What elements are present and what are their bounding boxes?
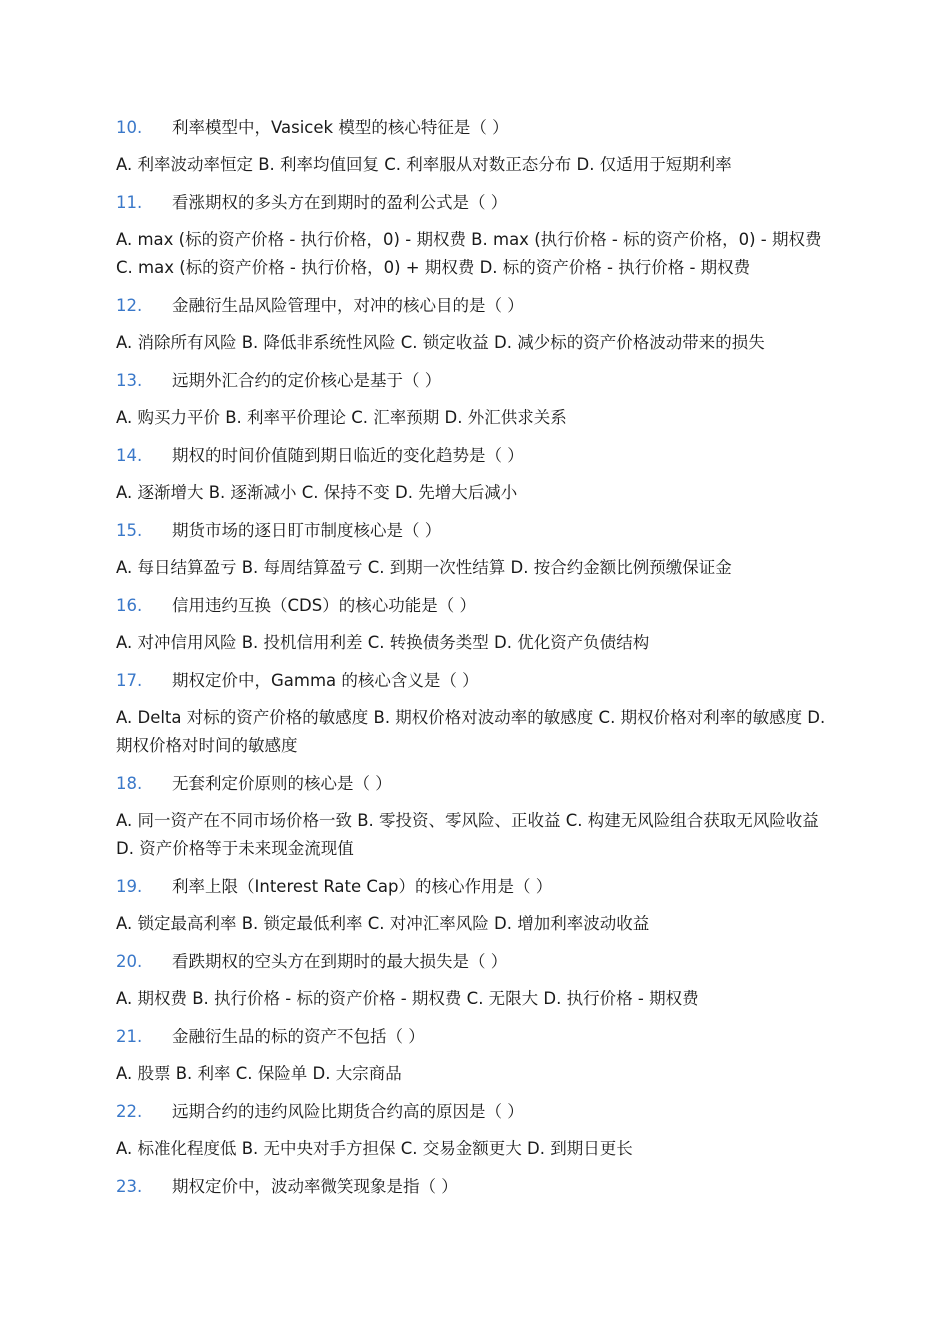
- question-stem: [116, 1173, 840, 1200]
- question-stem: [116, 114, 840, 141]
- question-list: [116, 114, 840, 1200]
- question-stem: [116, 770, 840, 797]
- question-text: 利率上限（Interest Rate Cap）的核心作用是（ ）: [172, 877, 553, 896]
- answer-options: A. 购买力平价 B. 利率平价理论 C. 汇率预期 D. 外汇供求关系: [116, 408, 567, 427]
- answer-options: A. 每日结算盈亏 B. 每周结算盈亏 C. 到期一次性结算 D. 按合约金额比例预缴保证金: [116, 558, 732, 577]
- question-text: 期货市场的逐日盯市制度核心是（ ）: [172, 521, 442, 540]
- question-text: 利率模型中，Vasicek 模型的核心特征是（ ）: [172, 118, 509, 137]
- question-text: 看涨期权的多头方在到期时的盈利公式是（ ）: [172, 193, 508, 212]
- question-number: 11.: [116, 193, 143, 212]
- answer-options: A. 对冲信用风险 B. 投机信用利差 C. 转换债务类型 D. 优化资产负债结构: [116, 633, 650, 652]
- question-number: 16.: [116, 596, 143, 615]
- question-text: 期权的时间价值随到期日临近的变化趋势是（ ）: [172, 446, 524, 465]
- question-stem: [116, 873, 840, 900]
- answer-options: A. 利率波动率恒定 B. 利率均值回复 C. 利率服从对数正态分布 D. 仅适用于短期利率: [116, 155, 732, 174]
- answer-options: A. 期权费 B. 执行价格 - 标的资产价格 - 期权费 C. 无限大 D. 执行价格 - 期权费: [116, 989, 699, 1008]
- question-stem: [116, 292, 840, 319]
- question-stem: [116, 1098, 840, 1125]
- question-number: 23.: [116, 1177, 143, 1196]
- answer-options: A. 股票 B. 利率 C. 保险单 D. 大宗商品: [116, 1064, 402, 1083]
- answer-options: A. 标准化程度低 B. 无中央对手方担保 C. 交易金额更大 D. 到期日更长: [116, 1139, 633, 1158]
- question-text: 远期合约的违约风险比期货合约高的原因是（ ）: [172, 1102, 524, 1121]
- question-number: 15.: [116, 521, 143, 540]
- question-stem: [116, 667, 840, 694]
- question-stem: [116, 592, 840, 619]
- question-number: 18.: [116, 774, 143, 793]
- question-number: 21.: [116, 1027, 143, 1046]
- question-number: 13.: [116, 371, 143, 390]
- answer-options: A. 同一资产在不同市场价格一致 B. 零投资、零风险、正收益 C. 构建无风险组合获取无风险收益 D. 资产价格等于未来现金流现值: [116, 811, 819, 858]
- question-text: 看跌期权的空头方在到期时的最大损失是（ ）: [172, 952, 508, 971]
- question-text: 信用违约互换（CDS）的核心功能是（ ）: [172, 596, 476, 615]
- question-number: 10.: [116, 118, 143, 137]
- question-text: 远期外汇合约的定价核心是基于（ ）: [172, 371, 442, 390]
- question-number: 17.: [116, 671, 143, 690]
- question-stem: [116, 948, 840, 975]
- answer-options: A. 锁定最高利率 B. 锁定最低利率 C. 对冲汇率风险 D. 增加利率波动收益: [116, 914, 650, 933]
- question-text: 无套利定价原则的核心是（ ）: [172, 774, 392, 793]
- question-number: 14.: [116, 446, 143, 465]
- question-stem: [116, 1023, 840, 1050]
- question-number: 19.: [116, 877, 143, 896]
- question-text: 金融衍生品的标的资产不包括（ ）: [172, 1027, 425, 1046]
- question-stem: [116, 189, 840, 216]
- question-text: 期权定价中，Gamma 的核心含义是（ ）: [172, 671, 479, 690]
- answer-options: A. max (标的资产价格 - 执行价格，0) - 期权费 B. max (执行价格 - 标的资产价格，0) - 期权费 C. max (标的资产价格 - 执行价格，0) + 期权费 D. 标的资产价格 - 执行价格 - 期权费: [116, 230, 822, 277]
- question-stem: [116, 442, 840, 469]
- question-stem: [116, 367, 840, 394]
- question-number: 22.: [116, 1102, 143, 1121]
- answer-options: A. 消除所有风险 B. 降低非系统性风险 C. 锁定收益 D. 减少标的资产价格波动带来的损失: [116, 333, 765, 352]
- answer-options: A. 逐渐增大 B. 逐渐减小 C. 保持不变 D. 先增大后减小: [116, 483, 518, 502]
- question-stem: [116, 517, 840, 544]
- question-number: 12.: [116, 296, 143, 315]
- answer-options: A. Delta 对标的资产价格的敏感度 B. 期权价格对波动率的敏感度 C. 期权价格对利率的敏感度 D. 期权价格对时间的敏感度: [116, 708, 826, 755]
- question-text: 期权定价中，波动率微笑现象是指（ ）: [172, 1177, 458, 1196]
- question-text: 金融衍生品风险管理中，对冲的核心目的是（ ）: [172, 296, 524, 315]
- question-number: 20.: [116, 952, 143, 971]
